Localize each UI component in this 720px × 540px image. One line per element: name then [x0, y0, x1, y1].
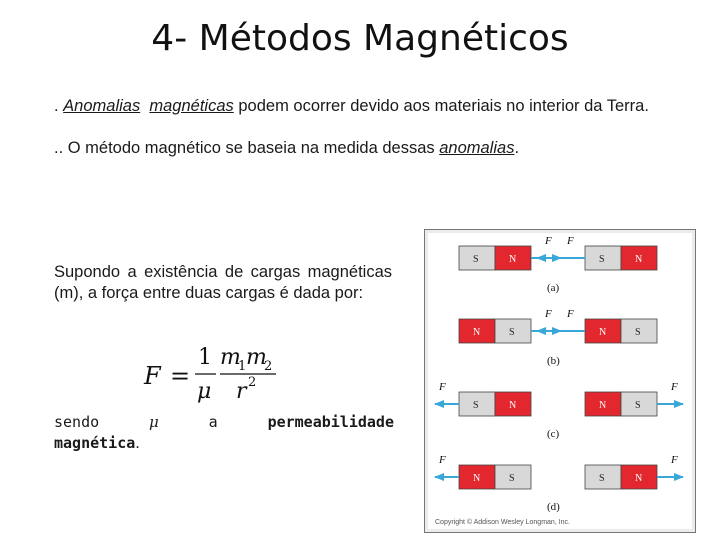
permeability-note	[54, 412, 394, 454]
formula-eq: =	[170, 362, 191, 390]
force-label-4-a: F	[439, 454, 446, 466]
mu-symbol: μ	[149, 413, 159, 431]
magnet-figure-canvas	[425, 230, 695, 532]
magnet-1-left-n-label: N	[509, 254, 517, 265]
anomalias-term-2: anomalias	[439, 139, 515, 157]
figure-copyright: Copyright © Addison Wesley Longman, Inc.	[435, 519, 570, 526]
magnet-4-right-n-label: N	[635, 473, 643, 484]
formula-one: 1	[198, 345, 212, 370]
panel-label-3: (c)	[547, 428, 560, 440]
intro-line1-rest: podem ocorrer devido aos materiais no interior da Terra.	[233, 97, 649, 115]
panel-label-4: (d)	[547, 501, 560, 513]
magnet-1-right-s-label: S	[599, 254, 605, 265]
magnet-3-right-s-label: S	[635, 400, 641, 411]
formula-mu: μ	[197, 379, 212, 404]
formula-lhs: F	[144, 362, 161, 390]
anomalias-term: Anomalias	[63, 97, 141, 115]
intro-prefix: .	[54, 97, 64, 115]
magnet-2-left-n-label: N	[473, 327, 481, 338]
intro-line2-suffix: .	[514, 139, 520, 157]
magnet-1-right-n-label: N	[635, 254, 643, 265]
magnet-3-right-n-label: N	[599, 400, 607, 411]
intro-paragraph-1	[54, 96, 682, 117]
force-label-4-b: F	[671, 454, 678, 466]
panel-label-1: (a)	[547, 282, 560, 294]
formula-sub2: 2	[264, 359, 273, 374]
magnetica-suffix: .	[135, 434, 140, 452]
intro-line2-prefix: .. O método magnético se baseia na medida dessas	[54, 139, 440, 157]
formula-sup: 2	[248, 375, 257, 390]
a-word: a	[208, 413, 218, 431]
page-title: 4- Métodos Magnéticos	[151, 18, 569, 59]
formula-sub1: 1	[238, 359, 247, 374]
formula-m1: m	[220, 345, 241, 370]
magnet-4-right-s-label: S	[599, 473, 605, 484]
force-label-3-a: F	[439, 381, 446, 393]
force-label-3-b: F	[671, 381, 678, 393]
panel-label-2: (b)	[547, 355, 560, 367]
force-label-1-b: F	[567, 235, 574, 247]
sendo-word: sendo	[54, 413, 100, 431]
magnetica-word: magnética	[54, 434, 136, 452]
force-formula	[140, 340, 300, 404]
permeabilidade-word: permeabilidade	[267, 413, 394, 431]
magnet-4-left-n-label: N	[473, 473, 481, 484]
force-description: Supondo a existência de cargas magnéticas (m), a força entre duas cargas é dada por:	[54, 263, 392, 302]
magnet-4-left-s-label: S	[509, 473, 515, 484]
magnet-3-left-s-label: S	[473, 400, 479, 411]
magnet-2-left-s-label: S	[509, 327, 515, 338]
magneticas-term: magnéticas	[149, 97, 234, 115]
formula-r: r	[236, 379, 247, 404]
force-label-2-b: F	[567, 308, 574, 320]
intro-paragraph-2	[54, 138, 682, 159]
formula-m2: m	[246, 345, 267, 370]
magnet-3-left-n-label: N	[509, 400, 517, 411]
magnet-forces-figure	[424, 229, 696, 533]
magnet-2-right-s-label: S	[635, 327, 641, 338]
magnet-1-left-s-label: S	[473, 254, 479, 265]
force-label-2-a: F	[545, 308, 552, 320]
magnet-2-right-n-label: N	[599, 327, 607, 338]
force-label-1-a: F	[545, 235, 552, 247]
